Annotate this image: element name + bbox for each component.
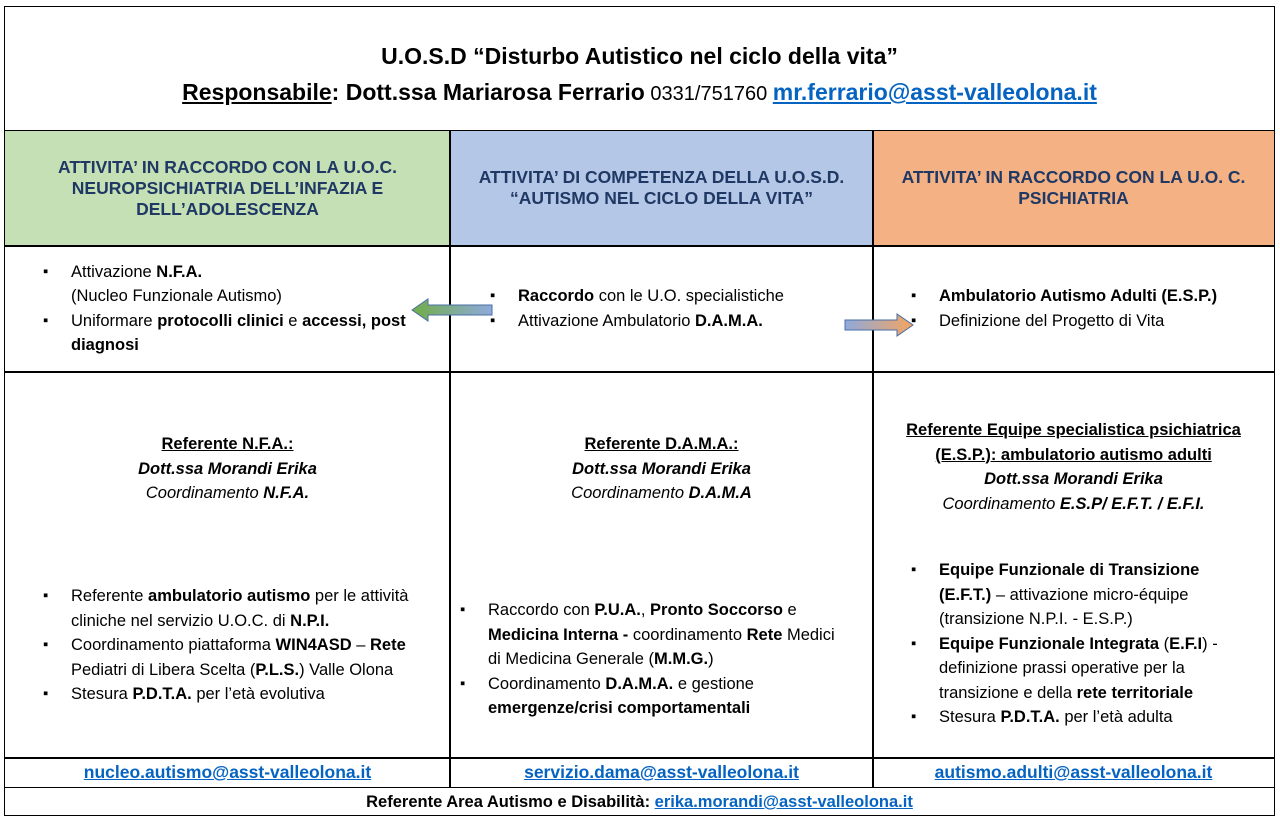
servizio-dama-email-link[interactable]: servizio.dama@asst-valleolona.it [524, 762, 799, 782]
right-referent [873, 418, 1274, 516]
left-column-heading [5, 131, 450, 245]
center-referent [450, 432, 873, 506]
list-item: ▪ Coordinamento D.A.M.A. e gestione emergenze/crisi comportamentali [460, 672, 847, 721]
referent-name: Dott.ssa Morandi Erika [984, 470, 1163, 488]
center-email-cell [450, 758, 873, 787]
left-details [5, 372, 450, 757]
center-column-heading [450, 131, 873, 245]
left-email-cell [5, 758, 450, 787]
referent-title: Referente Equipe specialistica psichiatrica (E.S.P.): ambulatorio autismo adulti [906, 421, 1241, 464]
referent-role: Coordinamento E.S.P/ E.F.T. / E.F.I. [942, 494, 1205, 513]
left-activities [5, 246, 450, 371]
responsabile-email-link[interactable]: mr.ferrario@asst-valleolona.it [772, 79, 1097, 105]
responsabile-phone: 0331/751760 [644, 83, 773, 105]
responsabile-name: Dott.ssa Mariarosa Ferrario [345, 79, 645, 105]
list-item: ▪ Raccordo con le U.O. specialistiche [490, 284, 784, 309]
referent-title: Referente N.F.A.: [161, 435, 294, 453]
center-duties-list [460, 598, 847, 721]
list-item: ▪ Coordinamento piattaforma WIN4ASD – Rete Pediatri di Libera Scelta (P.L.S.) Valle Olona [43, 633, 416, 682]
left-referent [5, 432, 450, 506]
list-item: ▪ Equipe Funzionale Integrata (E.F.I) - definizione prassi operative per la transizione e della rete territoriale [911, 632, 1250, 706]
list-item: ▪ Raccordo con P.U.A., Pronto Soccorso e Medicina Interna - coordinamento Rete Medici di Medicina Generale (M.M.G.) [460, 598, 847, 672]
left-duties-list [43, 584, 416, 707]
referent-role: Coordinamento D.A.M.A [571, 484, 752, 502]
list-item: ▪ Uniformare protocolli clinici e accessi, post diagnosi [43, 309, 410, 358]
list-item: ▪ Stesura P.D.T.A. per l’età adulta [911, 705, 1250, 730]
list-item: ▪ Ambulatorio Autismo Adulti (E.S.P.) [911, 284, 1217, 309]
document-frame [4, 6, 1275, 816]
center-details [450, 372, 873, 757]
right-duties-list [911, 558, 1250, 730]
list-item: ▪ Attivazione Ambulatorio D.A.M.A. [490, 309, 784, 334]
right-activities-list [911, 284, 1217, 333]
right-arrow-icon [843, 312, 915, 338]
autismo-adulti-email-link[interactable]: autismo.adulti@asst-valleolona.it [934, 762, 1213, 782]
nucleo-autismo-email-link[interactable]: nucleo.autismo@asst-valleolona.it [83, 762, 372, 782]
left-activities-list [43, 260, 410, 358]
left-heading-text: ATTIVITA’ IN RACCORDO CON LA U.O.C. NEUROPSICHIATRIA DELL’INFAZIA E DELL’ADOLESCENZA [58, 156, 397, 219]
responsabile-separator: : [331, 79, 346, 105]
page-title: U.O.S.D “Disturbo Autistico nel ciclo della vita” [381, 43, 898, 69]
responsabile-label: Responsabile [182, 79, 332, 105]
right-activities [873, 246, 1274, 371]
list-item: ▪ Stesura P.D.T.A. per l’età evolutiva [43, 682, 416, 707]
referent-title: Referente D.A.M.A.: [584, 435, 739, 453]
list-item: ▪ Definizione del Progetto di Vita [911, 309, 1217, 334]
center-activities-list [490, 284, 784, 333]
list-item: ▪ Referente ambulatorio autismo per le attività cliniche nel servizio U.O.C. di N.P.I. [43, 584, 416, 633]
referent-role: Coordinamento N.F.A. [145, 484, 310, 502]
right-column-heading [873, 131, 1274, 245]
footer-email-link[interactable]: erika.morandi@asst-valleolona.it [654, 793, 913, 811]
document-header [5, 7, 1274, 131]
footer-label: Referente Area Autismo e Disabilità: [366, 793, 655, 811]
center-activities [450, 246, 873, 371]
responsabile-line [5, 79, 1274, 106]
footer [5, 787, 1274, 815]
referent-name: Dott.ssa Morandi Erika [138, 459, 317, 478]
center-heading-text: ATTIVITA’ DI COMPETENZA DELLA U.O.S.D. “AUTISMO NEL CICLO DELLA VITA” [478, 167, 845, 208]
right-heading-text: ATTIVITA’ IN RACCORDO CON LA U.O. C. PSICHIATRIA [901, 167, 1246, 208]
left-arrow-icon [410, 297, 494, 323]
list-item: ▪ Equipe Funzionale di Transizione (E.F.T.) – attivazione micro-équipe (transizione N.P.I. - E.S.P.) [911, 558, 1250, 632]
right-email-cell [873, 758, 1274, 787]
referent-name: Dott.ssa Morandi Erika [572, 459, 751, 478]
list-item: ▪ Attivazione N.F.A. (Nucleo Funzionale Autismo) [43, 260, 410, 309]
right-details [873, 372, 1274, 757]
